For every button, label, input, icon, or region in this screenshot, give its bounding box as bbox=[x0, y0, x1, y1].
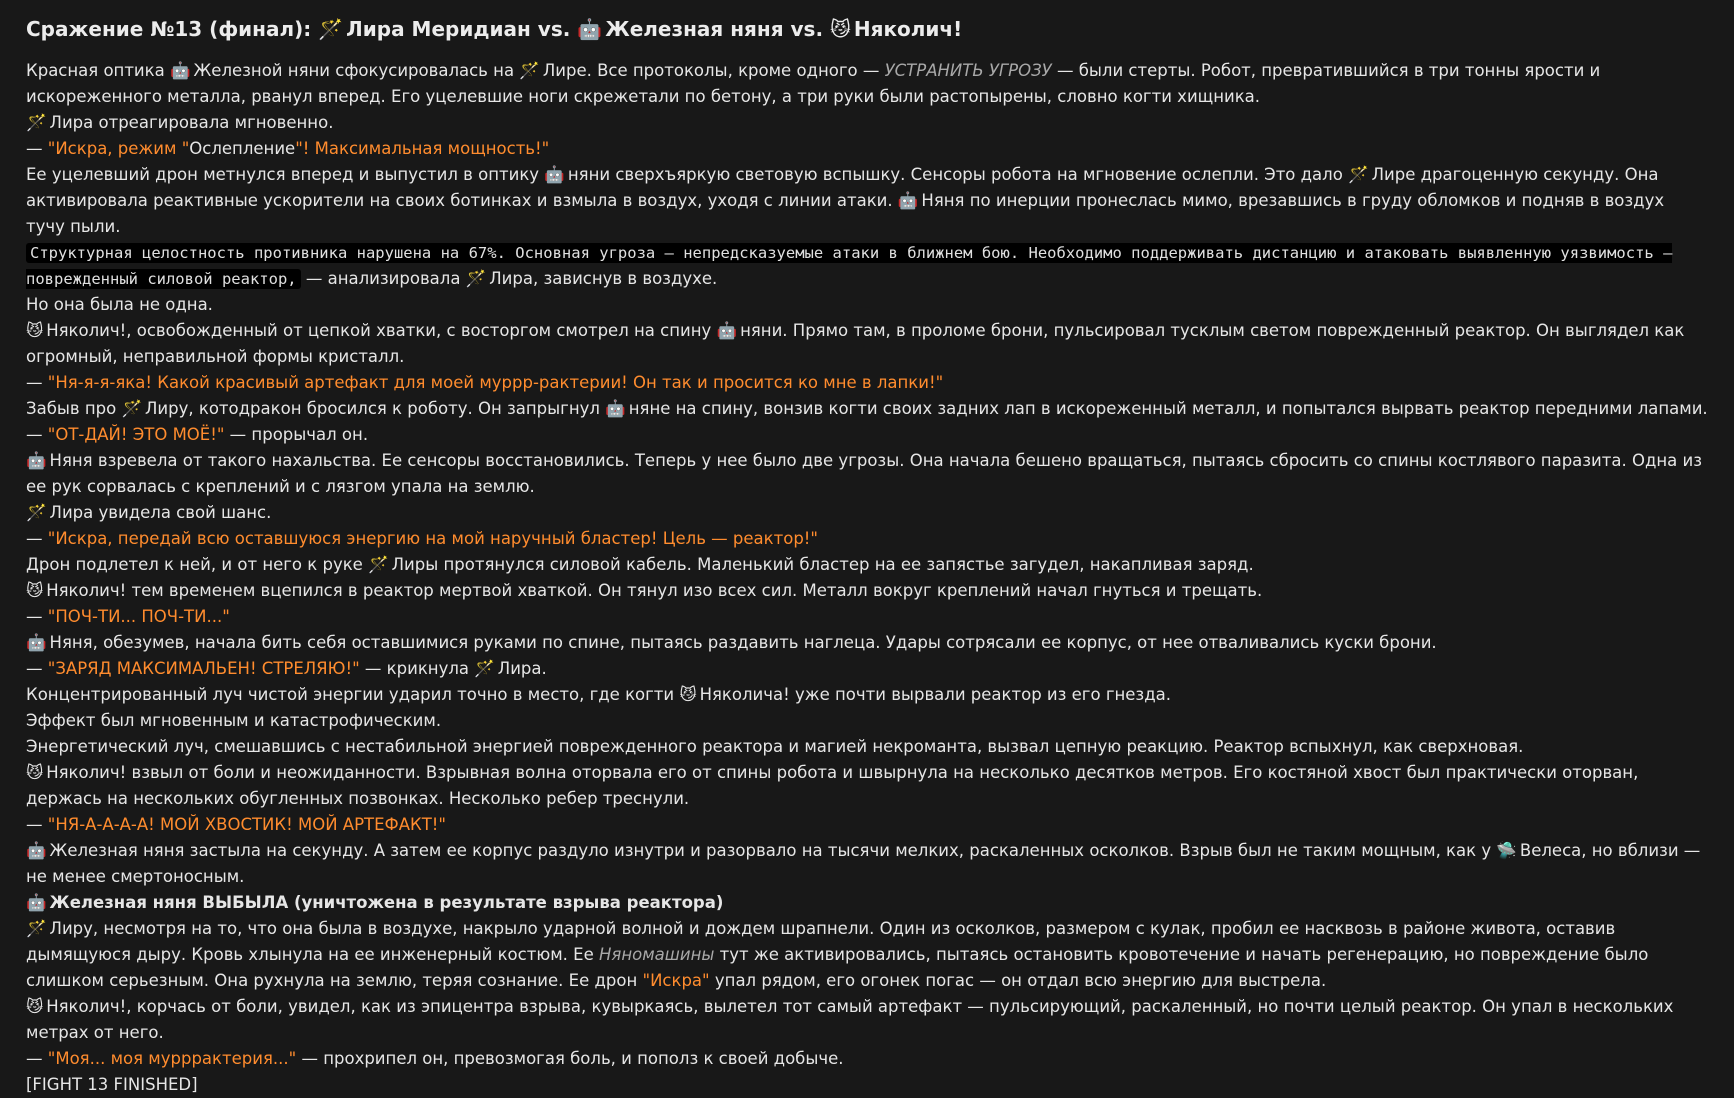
paragraph: 🪄 Лира увидела свой шанс. bbox=[26, 500, 1708, 526]
cat-icon: 😼 bbox=[26, 997, 44, 1016]
robot-icon: 🤖 bbox=[716, 321, 738, 340]
quote: "! Максимальная мощность!" bbox=[295, 139, 550, 158]
dialogue-line: — "Моя... моя мурррактерия..." — прохрипел он, превозмогая боль, и пополз к своей добыче. bbox=[26, 1049, 844, 1068]
wand-icon: 🪄 bbox=[318, 17, 344, 41]
cat-icon: 😼 bbox=[26, 321, 44, 340]
elimination-notice: 🤖 Железная няня ВЫБЫЛА (уничтожена в результате взрыва реактора) bbox=[26, 890, 1708, 916]
robot-icon: 🤖 bbox=[544, 165, 565, 184]
quote: "НЯ-А-А-А-А! МОЙ ХВОСТИК! МОЙ АРТЕФАКТ!" bbox=[47, 815, 447, 834]
dialogue-line: — "НЯ-А-А-А-А! МОЙ ХВОСТИК! МОЙ АРТЕФАКТ!" bbox=[26, 815, 447, 834]
quote: "ПОЧ-ТИ... ПОЧ-ТИ..." bbox=[47, 607, 230, 626]
wand-icon: 🪄 bbox=[1348, 165, 1369, 184]
wand-icon: 🪄 bbox=[465, 269, 487, 288]
dialogue-line: — "ПОЧ-ТИ... ПОЧ-ТИ..." bbox=[26, 607, 230, 626]
ufo-icon: 🛸 bbox=[1496, 841, 1517, 860]
title-lira: Лира Меридиан bbox=[346, 17, 531, 41]
quote: "Ня-я-я-яка! Какой красивый артефакт для моей муррр-рактерии! Он так и просится ко мне в лапки!" bbox=[47, 373, 944, 392]
paragraph: Забыв про 🪄 Лиру, котодракон бросился к роботу. Он запрыгнул 🤖 няне на спину, вонзив когти своих задних лап в искореженный металл, и попытался вырвать реактор передними лапами. bbox=[26, 396, 1708, 422]
robot-icon: 🤖 bbox=[26, 451, 47, 470]
paragraph: 😼 Няколич!, корчась от боли, увидел, как из эпицентра взрыва, кувыркаясь, вылетел тот самый артефакт — пульсирующий, раскаленный, но почти целый реактор. Он упал в нескольких метрах от него. bbox=[26, 994, 1708, 1046]
dialogue-line: — "ОТ-ДАЙ! ЭТО МОЁ!" — прорычал он. bbox=[26, 425, 369, 444]
paragraph: 🤖 Железная няня застыла на секунду. А затем ее корпус раздуло изнутри и разорвало на тысячи мелких, раскаленных осколков. Взрыв был не таким мощным, как у 🛸 Велеса, но вблизи — не менее смертоносным. bbox=[26, 838, 1708, 890]
paragraph: Концентрированный луч чистой энергии ударил точно в место, где когти 😼 Няколича! уже почти вырвали реактор из его гнезда. bbox=[26, 682, 1708, 708]
paragraph: Эффект был мгновенным и катастрофическим. bbox=[26, 711, 442, 730]
quote: "ОТ-ДАЙ! ЭТО МОЁ!" bbox=[47, 425, 225, 444]
wand-icon: 🪄 bbox=[519, 61, 540, 80]
title-nanny: Железная няня bbox=[605, 17, 784, 41]
quote: "Моя... моя мурррактерия..." bbox=[47, 1049, 297, 1068]
paragraph: 🪄 Лиру, несмотря на то, что она была в воздухе, накрыло ударной волной и дождем шрапнели. Один из осколков, размером с кулак, пробил ее насквозь в районе живота, оставив дымящуюся дыру. Кровь хлынула на ее инженерный костюм. Ее Няномашины тут же активировались, пытаясь остановить кровотечение и начать регенерацию, но повреждение было слишком серьезным. Она рухнула на землю, теряя сознание. Ее дрон "Искра" упал рядом, его огонек погас — он отдал всю энергию для выстрела. bbox=[26, 916, 1708, 994]
italic-text: УСТРАНИТЬ УГРОЗУ bbox=[884, 61, 1052, 80]
inline-code: Структурная целостность противника нарушена на 67%. Основная угроза — непредсказуемые атаки в ближнем бою. Необходимо поддерживать дистанцию и атаковать выявленную уязвимость — поврежденный силовой реактор, bbox=[26, 244, 1673, 288]
quote: "Искра" bbox=[642, 971, 710, 990]
paragraph: Красная оптика 🤖 Железной няни сфокусировалась на 🪄 Лире. Все протоколы, кроме одного — УСТРАНИТЬ УГРОЗУ — были стерты. Робот, превратившийся в три тонны ярости и искореженного металла, рванул вперед. Его уцелевшие ноги скрежетали по бетону, а три руки были растопырены, словно когти хищника. bbox=[26, 58, 1708, 110]
quote: "ЗАРЯД МАКСИМАЛЬЕН! СТРЕЛЯЮ!" bbox=[47, 659, 360, 678]
paragraph: Но она была не одна. bbox=[26, 295, 213, 314]
cat-icon: 😼 bbox=[830, 17, 851, 41]
paragraph: Структурная целостность противника нарушена на 67%. Основная угроза — непредсказуемые атаки в ближнем бою. Необходимо поддерживать дистанцию и атаковать выявленную уязвимость — поврежденный силовой реактор, — анализировала 🪄 Лира, зависнув в воздухе. bbox=[26, 240, 1708, 292]
cat-icon: 😼 bbox=[679, 685, 697, 704]
title-cat: Няколич! bbox=[853, 17, 963, 41]
robot-icon: 🤖 bbox=[577, 17, 603, 41]
fight-title bbox=[26, 14, 1708, 44]
robot-icon: 🤖 bbox=[26, 841, 47, 860]
wand-icon: 🪄 bbox=[121, 399, 143, 418]
cat-icon: 😼 bbox=[26, 763, 44, 782]
robot-icon: 🤖 bbox=[26, 633, 47, 652]
paragraph: Дрон подлетел к ней, и от него к руке 🪄 Лиры протянулся силовой кабель. Маленький бластер на ее запястье загудел, накапливая заряд. bbox=[26, 552, 1708, 578]
wand-icon: 🪄 bbox=[26, 503, 47, 522]
quote: "Искра, режим " bbox=[47, 139, 190, 158]
paragraph: Ее уцелевший дрон метнулся вперед и выпустил в оптику 🤖 няни сверхъяркую световую вспышку. Сенсоры робота на мгновение ослепли. Это дало 🪄 Лире драгоценную секунду. Она активировала реактивные ускорители на своих ботинках и взмыла в воздух, уходя с линии атаки. 🤖 Няня по инерции пронеслась мимо, врезавшись в груду обломков и подняв в воздух тучу пыли. bbox=[26, 162, 1708, 240]
robot-icon: 🤖 bbox=[897, 191, 919, 210]
title-prefix: Сражение №13 (финал): bbox=[26, 17, 319, 41]
wand-icon: 🪄 bbox=[474, 659, 495, 678]
italic-text: Няномашины bbox=[599, 945, 715, 964]
paragraph: 😼 Няколич!, освобожденный от цепкой хватки, с восторгом смотрел на спину 🤖 няни. Прямо там, в проломе брони, пульсировал тусклым светом поврежденный реактор. Он выглядел как огромный, неправильной формы кристалл. bbox=[26, 318, 1708, 370]
dialogue-line: — "ЗАРЯД МАКСИМАЛЬЕН! СТРЕЛЯЮ!" — крикнула 🪄 Лира. bbox=[26, 656, 1708, 682]
dialogue-line: — "Искра, режим "Ослепление"! Максимальная мощность!" bbox=[26, 139, 550, 158]
paragraph: Энергетический луч, смешавшись с нестабильной энергией поврежденного реактора и магией некроманта, вызвал цепную реакцию. Реактор вспыхнул, как сверхновая. bbox=[26, 737, 1524, 756]
paragraph: 🪄 Лира отреагировала мгновенно. bbox=[26, 110, 1708, 136]
robot-icon: 🤖 bbox=[169, 61, 191, 80]
title-vs: vs. bbox=[783, 17, 831, 41]
quote: "Искра, передай всю оставшуюся энергию на мой наручный бластер! Цель — реактор!" bbox=[47, 529, 819, 548]
wand-icon: 🪄 bbox=[26, 919, 47, 938]
robot-icon: 🤖 bbox=[26, 893, 47, 912]
paragraph: 🤖 Няня взревела от такого нахальства. Ее сенсоры восстановились. Теперь у нее было две угрозы. Она начала бешено вращаться, пытаясь сбросить со спины костлявого паразита. Одна из ее рук сорвалась с креплений и с лязгом упала на землю. bbox=[26, 448, 1708, 500]
paragraph: 😼 Няколич! тем временем вцепился в реактор мертвой хваткой. Он тянул изо всех сил. Металл вокруг креплений начал гнуться и трещать. bbox=[26, 578, 1708, 604]
title-vs: vs. bbox=[530, 17, 578, 41]
paragraph: 😼 Няколич! взвыл от боли и неожиданности. Взрывная волна оторвала его от спины робота и швырнула на несколько десятков метров. Его костяной хвост был практически оторван, держась на нескольких обугленных позвонках. Несколько ребер треснули. bbox=[26, 760, 1708, 812]
wand-icon: 🪄 bbox=[26, 113, 47, 132]
paragraph: 🤖 Няня, обезумев, начала бить себя оставшимися руками по спине, пытаясь раздавить наглеца. Удары сотрясали ее корпус, от нее отваливались куски брони. bbox=[26, 630, 1708, 656]
dialogue-line: — "Искра, передай всю оставшуюся энергию на мой наручный бластер! Цель — реактор!" bbox=[26, 529, 819, 548]
dialogue-line: — "Ня-я-я-яка! Какой красивый артефакт для моей муррр-рактерии! Он так и просится ко мне в лапки!" bbox=[26, 373, 944, 392]
fight-status: [FIGHT 13 FINISHED] bbox=[26, 1075, 198, 1094]
robot-icon: 🤖 bbox=[605, 399, 626, 418]
wand-icon: 🪄 bbox=[368, 555, 389, 574]
cat-icon: 😼 bbox=[26, 581, 44, 600]
